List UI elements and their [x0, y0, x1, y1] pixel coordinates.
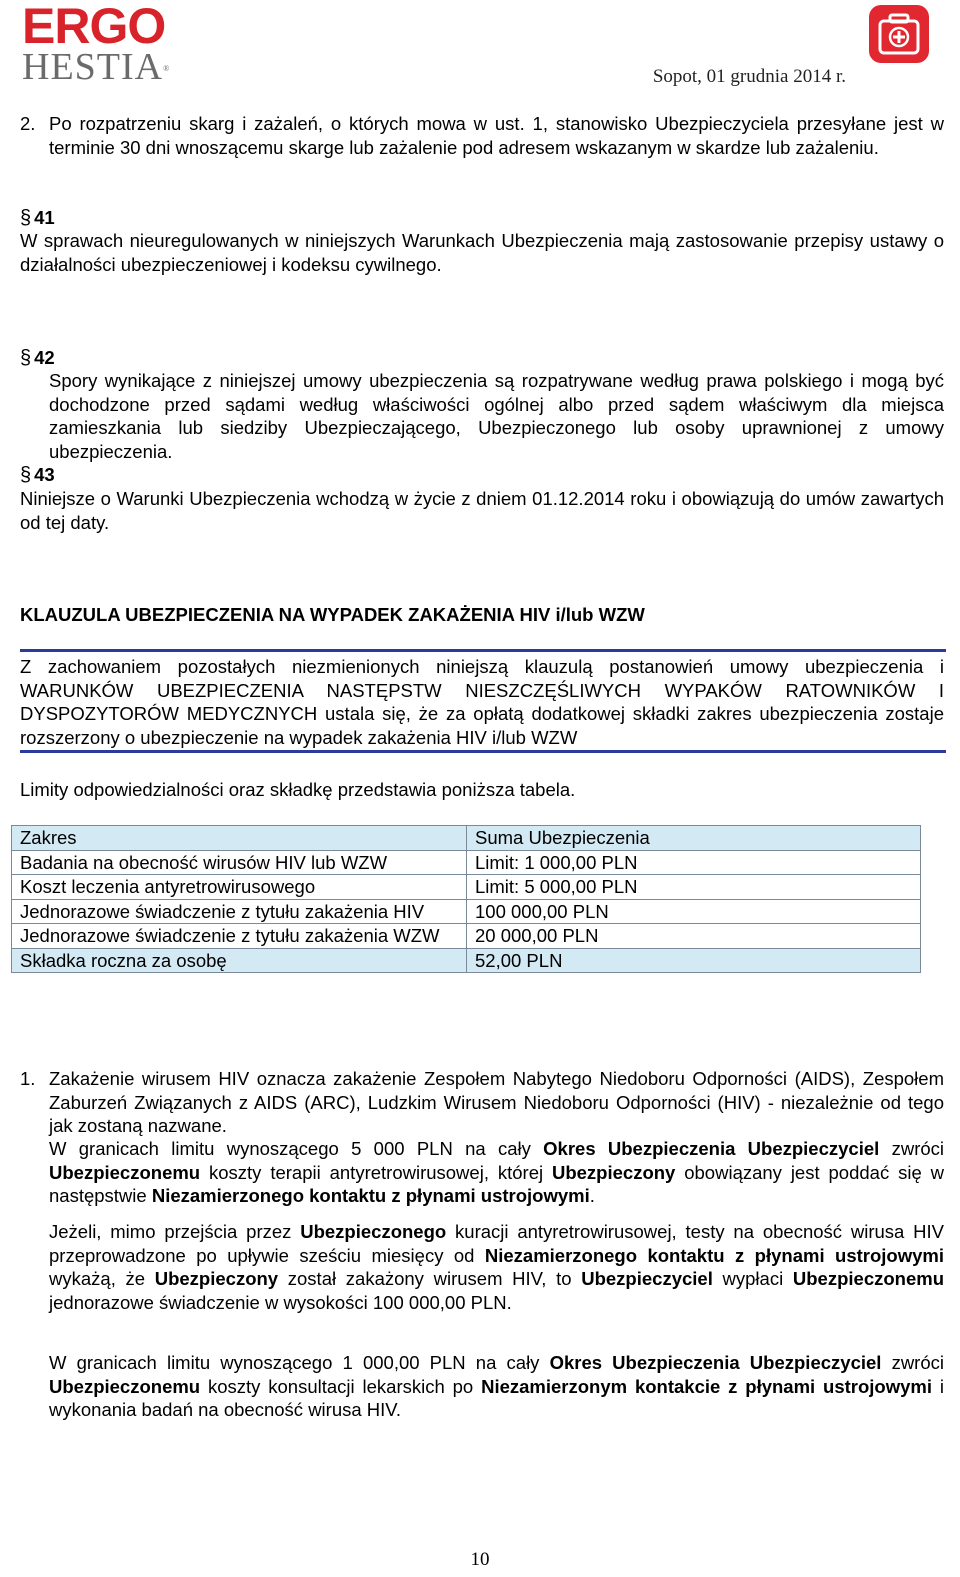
text-run: zwróci	[879, 1138, 945, 1159]
text-run-bold: Niezamierzonego kontaktu z płynami ustrojowymi	[151, 1185, 590, 1206]
text-run: jednorazowe świadczenie w wysokości 100 000,00 PLN.	[49, 1291, 512, 1313]
text-run-bold: Okres Ubezpieczenia Ubezpieczyciel	[549, 1352, 882, 1373]
text-run: Jeżeli, mimo przejścia przez	[49, 1221, 301, 1242]
table-header-cell: Zakres	[12, 826, 467, 851]
table-header-cell: Suma Ubezpieczenia	[467, 826, 921, 851]
list-item-1	[20, 1067, 944, 1138]
limits-table	[11, 825, 921, 973]
section-42-heading	[20, 346, 944, 371]
text-run: wykażą, że	[49, 1268, 155, 1289]
text-run: koszty konsultacji lekarskich po	[200, 1375, 482, 1397]
section-42-text: Spory wynikające z niniejszej umowy ubezpieczenia są rozpatrywane według prawa polskiego i mogą być dochodzone przed sądami według właściwości ogólnej albo przed sądem właściwym dla miejsca zamieszkania lub siedziby Ubezpieczającego, Ubezpieczonego lub osoby uprawnionej z umowy ubezpieczenia.	[49, 370, 944, 462]
point1-paragraph-2	[20, 1137, 944, 1208]
text-run: W granicach limitu wynoszącego 5 000 PLN na cały	[49, 1138, 544, 1159]
logo-hestia	[22, 48, 170, 86]
point1-paragraph-4	[20, 1351, 944, 1422]
table-cell: 20 000,00 PLN	[467, 924, 921, 949]
clause-intro: Z zachowaniem pozostałych niezmienionych niniejszą klauzulą postanowień umowy ubezpieczenia i WARUNKÓW UBEZPIECZENIA NASTĘPSTW NIESZCZĘŚLIWYCH WYPAKÓW RATOWNIKÓW I DYSPOZYTORÓW MEDYCZNYCH ustala się, że za opłatą dodatkowej składki zakres ubezpieczenia zostaje rozszerzony o ubezpieczenie na wypadek zakażenia HIV i/lub WZW	[20, 656, 944, 748]
table-row	[12, 850, 921, 875]
section-number: 41	[34, 207, 55, 228]
list-number: 1.	[20, 1068, 36, 1089]
section-number: 43	[34, 464, 55, 485]
section-43-heading	[20, 463, 944, 488]
section-41-text: W sprawach nieuregulowanych w niniejszych Warunkach Ubezpieczenia mają zastosowanie przepisy ustawy o działalności ubezpieczeniowej i kodeksu cywilnego.	[20, 230, 944, 275]
table-cell: Limit: 1 000,00 PLN	[467, 850, 921, 875]
text-run: W granicach limitu wynoszącego 1 000,00 PLN na cały	[49, 1352, 550, 1373]
clause-heading: KLAUZULA UBEZPIECZENIA NA WYPADEK ZAKAŻENIA HIV i/lub WZW	[20, 604, 645, 625]
table-cell: Koszt leczenia antyretrowirusowego	[12, 875, 467, 900]
text-run-bold: Niezamierzonym kontakcie z płynami ustrojowymi	[481, 1375, 933, 1397]
table-header-row	[12, 826, 921, 851]
table-row	[12, 875, 921, 900]
logo-registered-mark: ®	[163, 64, 171, 73]
table-row	[12, 924, 921, 949]
limits-intro: Limity odpowiedzialności oraz składkę przedstawia poniższa tabela.	[20, 779, 576, 800]
text-run: kuracji antyretrowirusowej, testy na obecność wirusa HIV przeprowadzone po upływie sześciu miesięcy od	[49, 1221, 944, 1266]
table-row	[12, 899, 921, 924]
table-cell: Jednorazowe świadczenie z tytułu zakażenia HIV	[12, 899, 467, 924]
list-text: Po rozpatrzeniu skarg i zażaleń, o których mowa w ust. 1, stanowisko Ubezpieczyciela przesyłane jest w terminie 30 dni wnoszącemu skarge lub zażalenie pod adresem wskazanym w skardze lub zażaleniu.	[49, 113, 944, 158]
text-run-bold: Ubezpieczony	[551, 1161, 676, 1183]
table-cell: Limit: 5 000,00 PLN	[467, 875, 921, 900]
section-number: 42	[34, 347, 55, 368]
text-run: został zakażony wirusem HIV, to	[278, 1268, 582, 1289]
text-run-bold: Ubezpieczyciel	[581, 1268, 713, 1289]
table-cell: 52,00 PLN	[467, 948, 921, 973]
table-cell: Składka roczna za osobę	[12, 948, 467, 973]
logo-hestia-text: HESTIA	[22, 46, 164, 88]
text-run-bold: Ubezpieczonego	[300, 1221, 447, 1242]
point1-paragraph-3	[20, 1220, 944, 1314]
text-run: zwróci	[881, 1352, 944, 1373]
table-cell: 100 000,00 PLN	[467, 899, 921, 924]
section-43-text: Niniejsze o Warunki Ubezpieczenia wchodzą w życie z dniem 01.12.2014 roku i obowiązują do umów zawartych od tej daty.	[20, 488, 944, 533]
section-41-heading	[20, 206, 944, 231]
text-run-bold: Ubezpieczonemu	[792, 1268, 944, 1289]
text-run-bold: Ubezpieczonemu	[49, 1375, 201, 1397]
paragraph-symbol: §	[20, 207, 32, 229]
text-run: obowiązany jest poddać się w następstwie	[49, 1161, 944, 1206]
table-cell: Jednorazowe świadczenie z tytułu zakażenia WZW	[12, 924, 467, 949]
text-run: i wykonania badań na obecność wirusa HIV.	[49, 1375, 944, 1420]
divider-line-top	[20, 649, 946, 652]
medical-kit-icon	[869, 5, 929, 63]
text-run-bold: Ubezpieczony	[154, 1268, 279, 1289]
text-run: koszty terapii antyretrowirusowej, której	[200, 1161, 552, 1183]
paragraph-symbol: §	[20, 464, 32, 486]
table-cell: Badania na obecność wirusów HIV lub WZW	[12, 850, 467, 875]
divider-line-bottom	[20, 750, 946, 753]
text-run: .	[589, 1185, 595, 1206]
list-number: 2.	[20, 113, 36, 134]
text-run-bold: Niezamierzonego kontaktu z płynami ustrojowymi	[484, 1244, 944, 1266]
page-number: 10	[470, 1549, 490, 1570]
logo-ergo: ERGO	[22, 0, 166, 54]
table-row	[12, 948, 921, 973]
text-run-bold: Ubezpieczonemu	[49, 1161, 201, 1183]
paragraph-symbol: §	[20, 347, 32, 369]
text-run: wypłaci	[712, 1268, 793, 1289]
list-item-2	[20, 112, 944, 159]
text-run-bold: Okres Ubezpieczenia Ubezpieczyciel	[543, 1138, 880, 1159]
list-text: Zakażenie wirusem HIV oznacza zakażenie Zespołem Nabytego Niedoboru Odporności (AIDS), Zespołem Zaburzeń Związanych z AIDS (ARC), Ludzkim Wirusem Niedoboru Odporności (HIV) - niezależnie od tego jak zostaną nazwane.	[49, 1068, 944, 1136]
document-date: Sopot, 01 grudnia 2014 r.	[652, 66, 846, 87]
